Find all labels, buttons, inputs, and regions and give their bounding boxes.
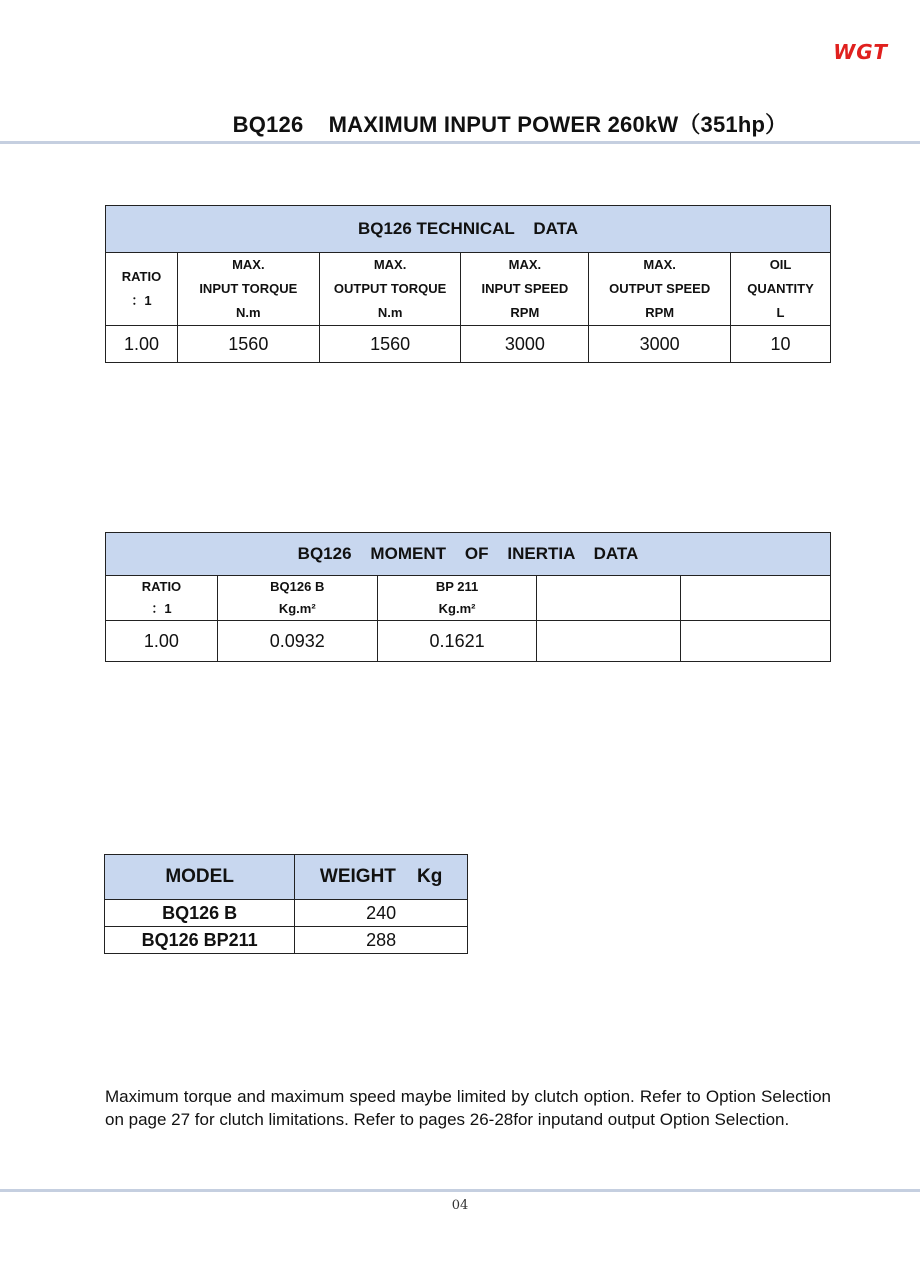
header-empty [681, 576, 831, 621]
cell-bq126-b-inertia: 0.0932 [217, 621, 377, 662]
technical-data-table [105, 205, 831, 363]
cell-weight: 288 [295, 927, 468, 954]
header-oil-quantity: OIL QUANTITY L [731, 253, 831, 326]
wgt-logo: WGT [833, 40, 888, 64]
table-row [106, 326, 831, 363]
page-title: BQ126 MAXIMUM INPUT POWER 260kW（351hp） [232, 112, 788, 137]
header-bq126-b: BQ126 B Kg.m² [217, 576, 377, 621]
title-divider [0, 141, 920, 144]
table-row [105, 927, 468, 954]
header-max-output-speed: MAX. OUTPUT SPEED RPM [589, 253, 731, 326]
table-row [105, 900, 468, 927]
header-max-input-torque: MAX. INPUT TORQUE N.m [177, 253, 319, 326]
cell-ratio: 1.00 [106, 621, 218, 662]
header-max-output-torque: MAX. OUTPUT TORQUE N.m [319, 253, 461, 326]
cell-output-torque: 1560 [319, 326, 461, 363]
inertia-data-table [105, 532, 831, 662]
cell-ratio: 1.00 [106, 326, 178, 363]
cell-oil-quantity: 10 [731, 326, 831, 363]
header-empty [537, 576, 681, 621]
table-row [106, 621, 831, 662]
cell-model: BQ126 BP211 [105, 927, 295, 954]
header-model: MODEL [105, 855, 295, 900]
cell-model: BQ126 B [105, 900, 295, 927]
cell-output-speed: 3000 [589, 326, 731, 363]
header-weight: WEIGHT Kg [295, 855, 468, 900]
cell-input-speed: 3000 [461, 326, 589, 363]
header-max-input-speed: MAX. INPUT SPEED RPM [461, 253, 589, 326]
header-bp211: BP 211 Kg.m² [377, 576, 537, 621]
inertia-data-title: BQ126 MOMENT OF INERTIA DATA [106, 533, 831, 576]
weight-table [104, 854, 468, 954]
header-ratio: RATIO ：1 [106, 576, 218, 621]
cell-weight: 240 [295, 900, 468, 927]
cell-empty [681, 621, 831, 662]
technical-data-title: BQ126 TECHNICAL DATA [106, 206, 831, 253]
page-number: 04 [451, 1198, 469, 1213]
footer-divider [0, 1189, 920, 1192]
header-ratio: RATIO ：1 [106, 253, 178, 326]
cell-input-torque: 1560 [177, 326, 319, 363]
cell-bp211-inertia: 0.1621 [377, 621, 537, 662]
cell-empty [537, 621, 681, 662]
footnote: Maximum torque and maximum speed maybe limited by clutch option. Refer to Option Selection on page 27 for clutch limitations. Refer to pages 26-28for inputand output Option Selection. [105, 1087, 831, 1129]
